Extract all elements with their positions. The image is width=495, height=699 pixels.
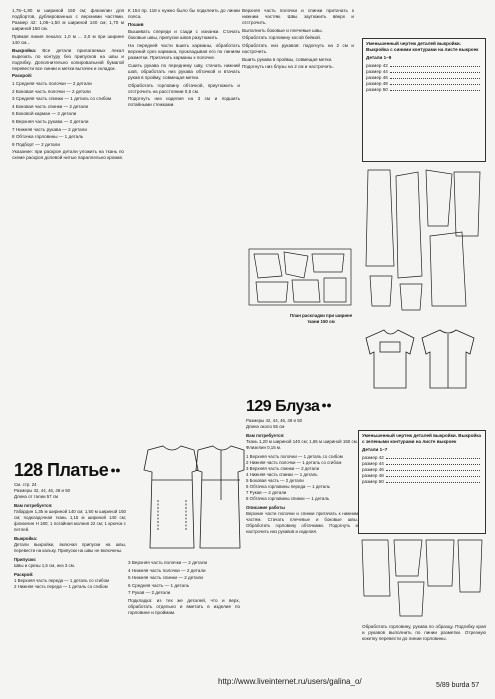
dress-raskroi-item: 2 Нижняя часть переда — 1 деталь со сгибом [14,584,108,589]
footer-url: http://www.liveinternet.ru/users/galina_o/ [218,677,362,686]
col1-raskroi-item: 4 Боковая часть спинки — 2 детали [12,103,89,109]
dress-title [14,460,120,481]
blouse-raskroi-item: 3 Верхняя часть спинки — 2 детали [246,466,320,471]
col3-paragraph: Выполнить боковые и плечевые швы. [242,27,323,33]
column-2 [128,8,240,110]
blouse-poshiv-title: Описание работы [246,505,286,510]
col1-note: Указание: при раскрое детали уложить на ткань по схеме раскроя долевой нитью параллельно кромке. [12,149,124,161]
col1-raskroi-item: 1 Средняя часть полочки — 2 детали [12,81,92,87]
layout-plan-drawing [248,248,352,310]
col1-vykraika-text: Все детали прилагаемых лекал вырезать по контуру без припусков на швы и подгибку. Дополнительно копировальной бумагой перевести все линии и метки вытачек и складок. [12,47,125,71]
col2-paragraph: Обработать горловину обтачкой, приутюжить и отстрочить на расстоянии 0,5 см. [128,82,240,94]
col1-top-text: 1,75–1,80 м шириной 150 см; флизелин для подбортов, дублированных с верхними частями. Размер 42: 1,05–1,50 м шириной 140 см; 1,70 м шириной 150 см. [12,8,124,32]
blouse-raskroi-item: 5 Боковая часть — 2 детали [246,478,304,483]
dress-need-text: Габардин 1,35 м шириной 140 см; 1,50 м шириной 150 см; подкладочная ткань 1,15 м шириной 140 см; флизелин H 180; 1 потайная молния 22 см; 1 крючок с петлей. [14,509,126,532]
pattern-box-1 [362,38,486,162]
blouse-raskroi-item: 4 Нижняя часть спинки — 1 деталь [246,472,318,477]
pattern-pieces-2 [358,536,486,622]
col2-paragraph: Подогнуть низ изделия на 3 см и подшить потайными стежками. [128,96,240,108]
dress-length: Длина от талии 57 см [14,494,59,499]
col1-raskroi-item: 7 Нижняя часть рукава — 2 детали [12,126,87,132]
dress-raskroi-title: Раскрой: [14,572,34,577]
col1-raskroi-title: Раскрой: [12,73,33,79]
col3-paragraph: Обработать низ рукавов: подогнуть на 2 см и настрочить. [242,42,354,55]
dress-legend-item: 5 Нижняя часть спинки — 2 детали [128,575,203,581]
blouse-title-text: 129 Блуза [246,398,320,415]
dress-vykraika-title: Выкройка: [14,536,38,541]
dress-pripuski-title: Припуски: [14,557,37,562]
col4-bottom: Обработать горловину, рукава по образцу. Подгибку края и рукавов выполнить по линии разметки. Отрезную кокетку перевести до линии горловины. [362,624,486,642]
column-1 [12,8,124,163]
blouse-need-title: Вам потребуется: [246,433,285,438]
dress-legend-item: 4 Нижняя часть полочки — 2 детали [128,567,206,573]
box2-size: размер 50 [362,479,384,484]
box1-sizes [366,63,482,93]
blouse-raskroi-item: 7 Рукав — 2 детали [246,490,287,495]
col2-paragraph: Вышивать спереди и сзади с изнанки. Стачать боковые швы, припуски швов разутюжить. [128,29,240,41]
col1-raskroi-item: 9 Подборт — 2 детали [12,141,60,147]
blouse-title [246,398,331,416]
dress-title-text: 128 Платье [14,460,109,480]
col1-raskroi-item: 5 Боковой карман — 2 детали [12,111,77,117]
box2-range: Детали 1–7 [362,447,388,452]
blouse-raskroi-item: 8 Обтачка горловины спинки — 1 деталь [246,496,330,501]
col2-paragraph: Сшить рукава по переднему шву, стачать нижний шов, обработать низ рукава обтачкой и втачать рукав в пройму, совмещая метки. [128,62,240,80]
column-3 [242,8,354,72]
col1-raskroi-item: 2 Боковая часть полочки — 2 детали [12,88,91,94]
page-number: 5/89 burda 57 [436,682,480,689]
dress-pripuski-text: Швы и срезы 1,5 см, низ 3 см. [14,563,75,568]
col1-straight-text: Прямая линия лекала: 1,0 м ... 2,0 м при ширине 140 см... [12,33,124,45]
col1-raskroi-item: 8 Обтачка горловины — 1 деталь [12,134,84,140]
col1-raskroi-item: 6 Верхняя часть рукава — 2 детали [12,119,89,124]
col3-paragraph: Вшить рукава в проймы, совмещая метки. [242,56,333,62]
blouse-drawing [356,324,482,394]
dress-raskroi-item: 1 Верхняя часть переда — 1 деталь со сгибом [14,578,110,583]
col2-bottom: Подкладка: из тех же деталей, что и верх, обработать отдельно и вметать в изделие по горловине и проймам. [128,597,240,616]
box1-title: Уменьшенный чертеж деталей выкройки. Выкройка с синими контурами на листе выкроек [366,41,479,52]
box2-size: размер 42 [362,455,384,460]
dress-legend-item: 6 Средняя часть — 1 деталь [128,582,190,588]
box1-size: размер 42 [366,63,388,68]
col1-raskroi-item: 3 Средняя часть спинки — 1 деталь со сгибом [12,96,112,102]
dress-need-title: Вам потребуется: [14,503,53,508]
box2-size: размер 46 [362,467,384,472]
box2-size: размер 44 [362,461,384,466]
dress-vykraika-text: Детали выкройки, включая припуски на швы, перевести на кальку. Припуски на швы не включены. [14,542,126,553]
dress-info [14,482,126,590]
box1-size: размер 48 [366,81,388,86]
col3-paragraph: Обработать горловину косой бейкой. [242,35,322,41]
col2-intro: К 154 пр. 118 к нужно было бы подклеить до линии пояса. [128,8,240,20]
col3-paragraph: Подогнуть низ блузы на 2 см и настрочить. [242,64,334,70]
box2-sizes [362,455,482,485]
dress-drawing [128,440,246,558]
box2-size: размер 48 [362,473,384,478]
dress-legend [128,560,240,618]
blouse-info [246,418,358,535]
col3-paragraph: Верхняя часть полочки и спинки притачать к нижним частям. Швы заутюжить вверх и отстрочить. [242,8,354,26]
col2-poshiv-title: Пошив [128,21,144,27]
blouse-length: Длина около 55 см [246,424,285,429]
dress-sizes: Размеры 42, 44, 46, 48 и 50 [14,488,71,493]
layout-caption: План раскладки при ширине ткани 150 см [289,313,353,324]
dress-subtitle: См. стр. 24 [14,482,37,487]
blouse-raskroi-item: 1 Верхняя часть полочки — 1 деталь со сгибом [246,454,343,459]
box1-range: Детали 1–9 [366,55,392,60]
box1-size: размер 46 [366,75,388,80]
blouse-sizes: Размеры 42, 44, 46, 48 и 50 [246,418,303,423]
col1-vykraika-title: Выкройка: [12,47,37,53]
dress-legend-item: 3 Верхняя часть полочки — 2 детали [128,560,208,565]
blouse-poshiv-text: Верхние части полочки и спинки притачать к нижним частям. Стачать плечевые и боковые швы. Обработать горловину обтачками. Подогнуть и настрочить низ рукавов и изделия. [246,511,358,534]
pattern-box-2 [358,430,486,534]
dress-legend-item: 7 Рукав — 2 детали [128,590,171,596]
blouse-raskroi-item: 6 Обтачка горловины переда — 1 деталь [246,484,330,489]
blouse-raskroi-item: 2 Нижняя часть полочки — 1 деталь со сгибом [246,460,342,465]
difficulty-dots-icon: ●● [110,465,121,475]
pattern-pieces-1 [362,166,486,314]
box1-size: размер 50 [366,87,388,92]
col2-paragraph: На передней части вшить карманы, обработать верхний срез кармана, прокладывая его по линиям разметки. Притачать карманы к полочке. [128,42,240,61]
box2-title: Уменьшенный чертеж деталей выкройки. Выкройка с зелеными контурами на листе выкроек [362,433,482,444]
box1-size: размер 44 [366,69,388,74]
blouse-need-text: Ткань 1,20 м шириной 140 см; 1,65 м шириной 150 см. Флизелин 0,15 м. [246,439,358,450]
difficulty-dots-icon: ●● [321,400,332,410]
